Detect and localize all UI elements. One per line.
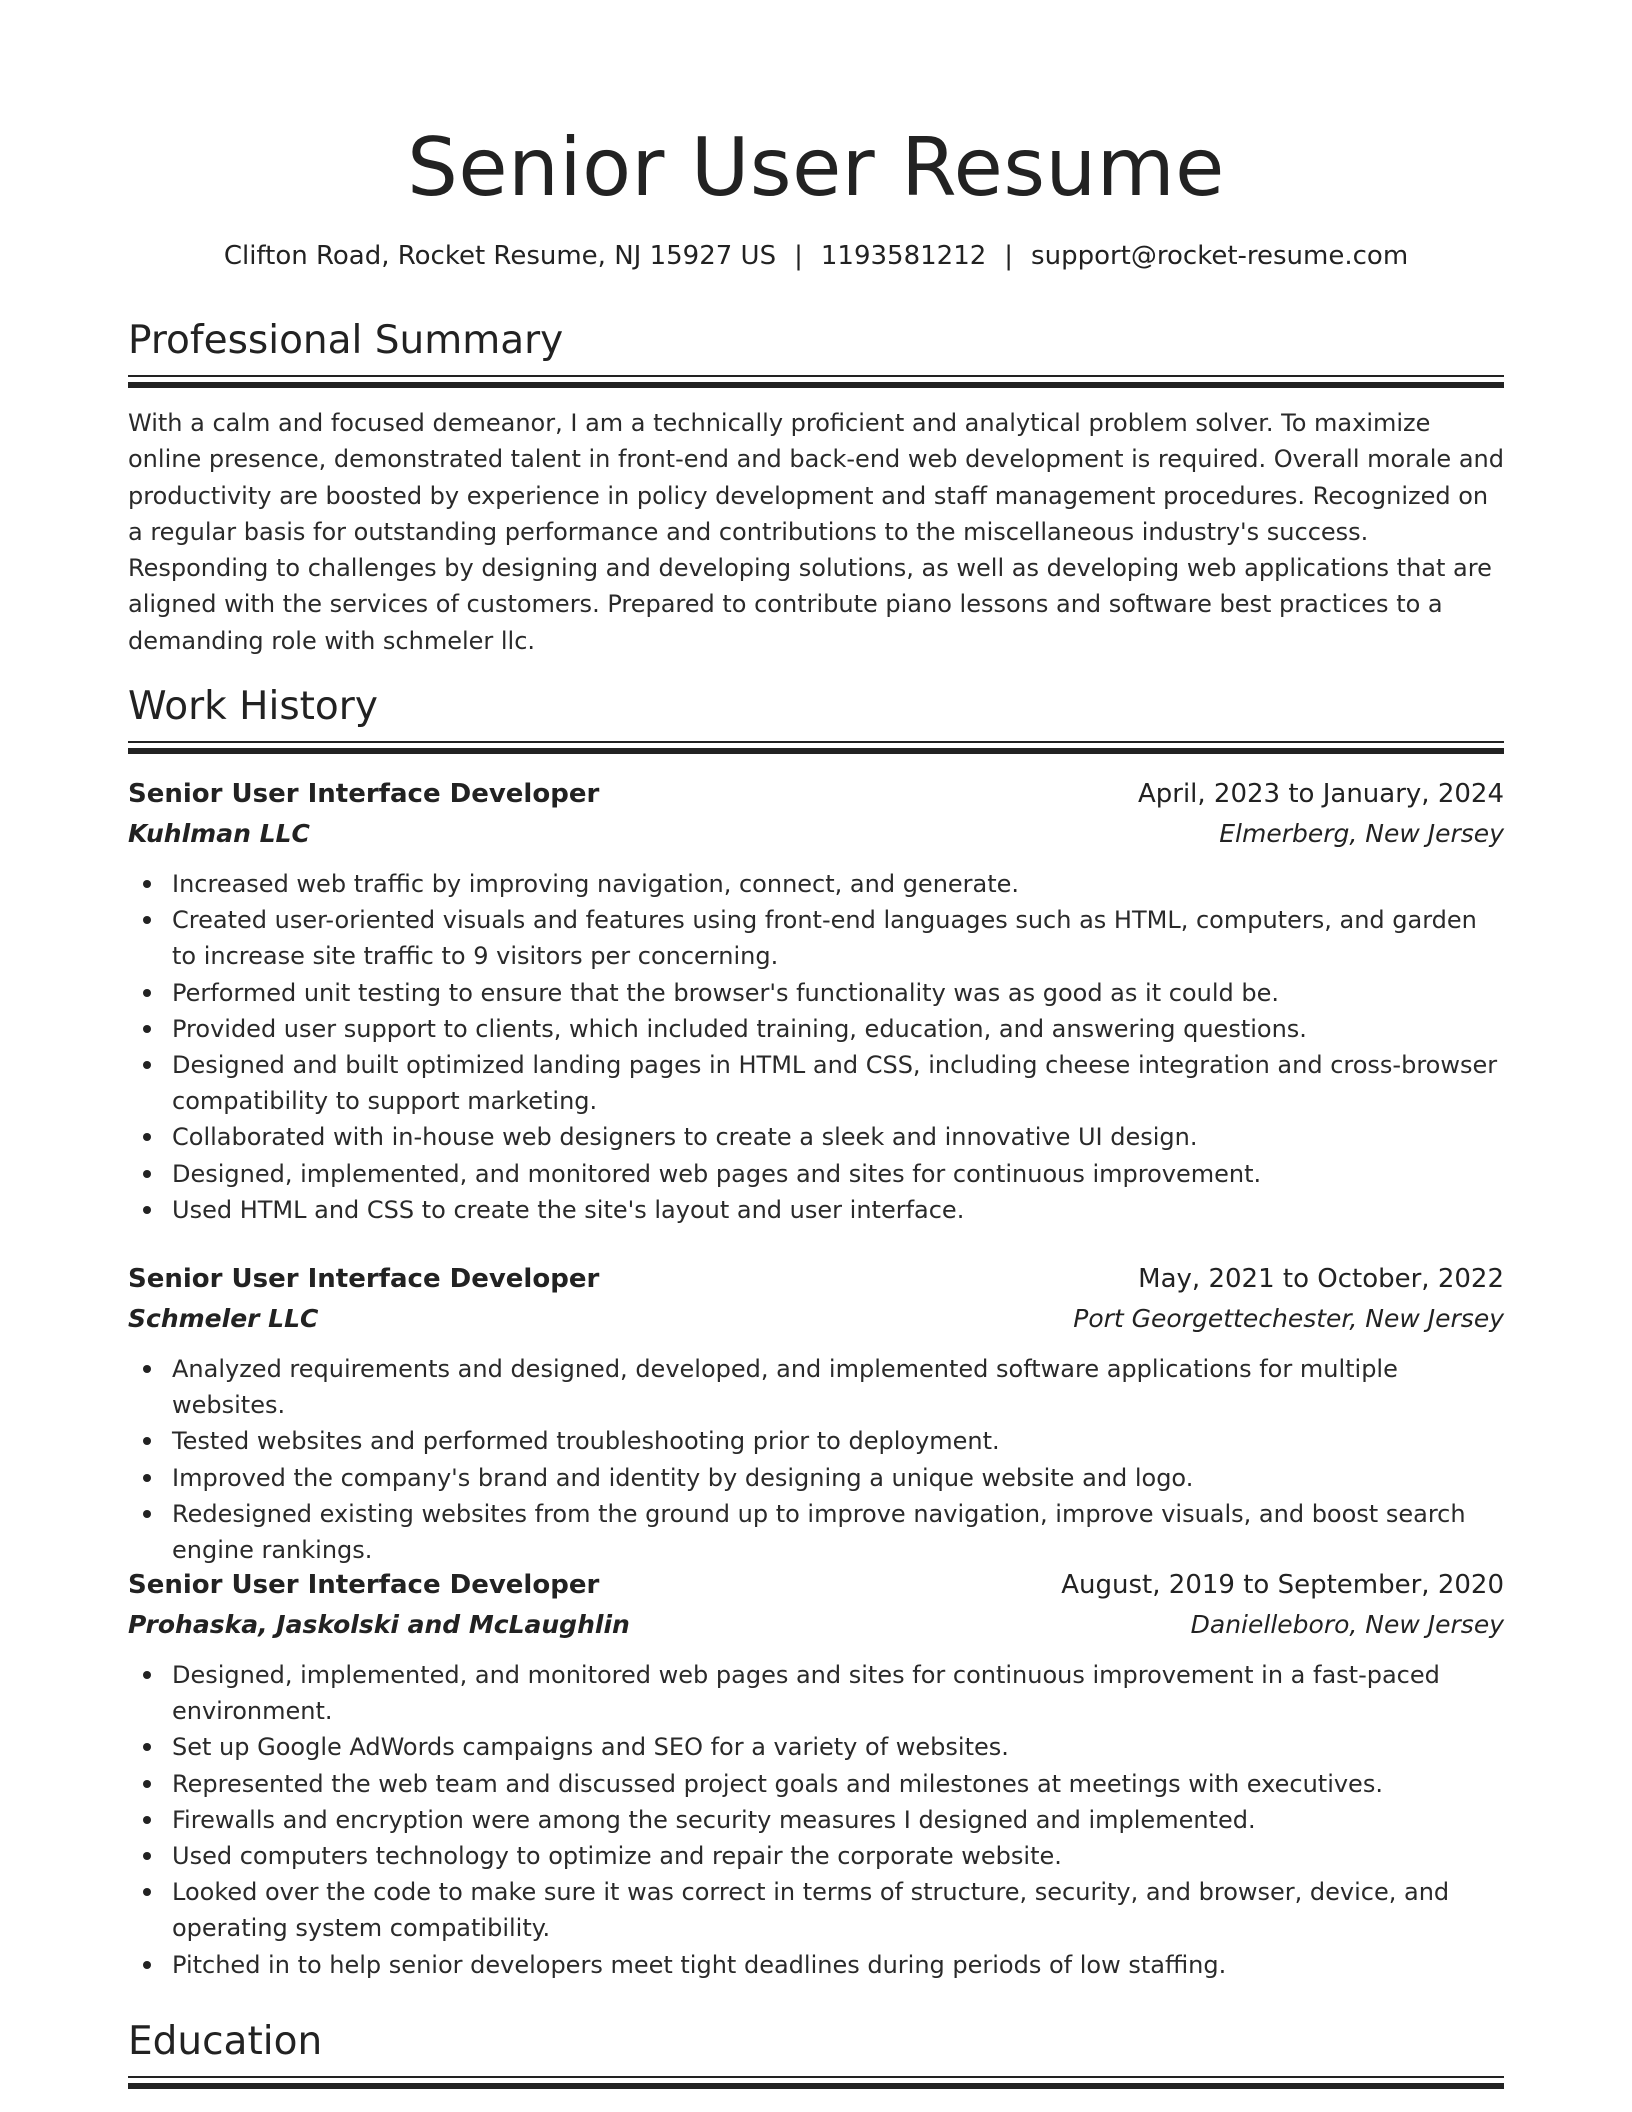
- job-location: Port Georgettechester, New Jersey: [1073, 1304, 1504, 1333]
- list-item: Pitched in to help senior developers meet tight deadlines during periods of low staffing.: [172, 1947, 1504, 1983]
- list-item: Tested websites and performed troubleshooting prior to deployment.: [172, 1423, 1504, 1459]
- list-item: Provided user support to clients, which included training, education, and answering questions.: [172, 1011, 1504, 1047]
- contact-separator: |: [794, 241, 803, 271]
- job-dates: August, 2019 to September, 2020: [1061, 1570, 1504, 1600]
- list-item: Performed unit testing to ensure that the browser's functionality was as good as it could be.: [172, 975, 1504, 1011]
- job-company: Kuhlman LLC: [128, 819, 310, 848]
- section-title-work-history: Work History: [128, 684, 378, 729]
- section-title-summary: Professional Summary: [128, 318, 564, 363]
- job-title: Senior User Interface Developer: [128, 779, 600, 809]
- job-bullets: [128, 866, 1504, 1228]
- list-item: Represented the web team and discussed project goals and milestones at meetings with executives.: [172, 1766, 1504, 1802]
- list-item: Firewalls and encryption were among the security measures I designed and implemented.: [172, 1802, 1504, 1838]
- contact-phone: 1193581212: [820, 241, 987, 271]
- list-item: Set up Google AdWords campaigns and SEO for a variety of websites.: [172, 1729, 1504, 1765]
- job-title: Senior User Interface Developer: [128, 1264, 600, 1294]
- job-dates: May, 2021 to October, 2022: [1138, 1264, 1504, 1294]
- contact-line: [128, 238, 1504, 274]
- list-item: Created user-oriented visuals and features using front-end languages such as HTML, computers, and garden to increase site traffic to 9 visitors per concerning.: [172, 902, 1504, 974]
- contact-email: support@rocket-resume.com: [1031, 241, 1409, 271]
- job-title: Senior User Interface Developer: [128, 1570, 600, 1600]
- section-rule-work-history: [128, 741, 1504, 753]
- list-item: Looked over the code to make sure it was correct in terms of structure, security, and browser, device, and operating system compatibility.: [172, 1874, 1504, 1946]
- list-item: Improved the company's brand and identity by designing a unique website and logo.: [172, 1460, 1504, 1496]
- section-rule-education: [128, 2076, 1504, 2088]
- job-location: Elmerberg, New Jersey: [1219, 819, 1504, 848]
- job-entry: [128, 774, 1504, 1228]
- contact-separator: |: [1004, 241, 1014, 271]
- list-item: Redesigned existing websites from the ground up to improve navigation, improve visuals, and boost search engine rankings.: [172, 1496, 1504, 1568]
- resume-name: Senior User Resume: [407, 121, 1225, 214]
- job-company: Schmeler LLC: [128, 1304, 319, 1333]
- list-item: Increased web traffic by improving navigation, connect, and generate.: [172, 866, 1504, 902]
- summary-text: With a calm and focused demeanor, I am a technically proficient and analytical problem solver. To maximize online presence, demonstrated talent in front-end and back-end web development is required. Overall morale and productivity are boosted by experience in policy development and staff management procedures. Recognized on a regular basis for outstanding performance and contributions to the miscellaneous industry's success. Responding to challenges by designing and developing solutions, as well as developing web applications that are aligned with the services of customers. Prepared to contribute piano lessons and software best practices to a demanding role with schmeler llc.: [128, 409, 1504, 655]
- contact-address: Clifton Road, Rocket Resume, NJ 15927 US: [223, 241, 777, 271]
- job-entry: [128, 1565, 1504, 1983]
- job-entry: [128, 1259, 1504, 1568]
- list-item: Analyzed requirements and designed, developed, and implemented software applications for multiple websites.: [172, 1351, 1504, 1423]
- list-item: Designed, implemented, and monitored web pages and sites for continuous improvement in a fast-paced environment.: [172, 1657, 1504, 1729]
- job-bullets: [128, 1657, 1504, 1983]
- list-item: Used computers technology to optimize and repair the corporate website.: [172, 1838, 1504, 1874]
- job-bullets: [128, 1351, 1504, 1568]
- section-rule-summary: [128, 375, 1504, 387]
- list-item: Designed and built optimized landing pages in HTML and CSS, including cheese integration and cross-browser compatibility to support marketing.: [172, 1047, 1504, 1119]
- list-item: Designed, implemented, and monitored web pages and sites for continuous improvement.: [172, 1156, 1504, 1192]
- list-item: Collaborated with in-house web designers to create a sleek and innovative UI design.: [172, 1119, 1504, 1155]
- job-location: Danielleboro, New Jersey: [1190, 1610, 1504, 1639]
- section-title-education: Education: [128, 2019, 323, 2064]
- list-item: Used HTML and CSS to create the site's layout and user interface.: [172, 1192, 1504, 1228]
- job-company: Prohaska, Jaskolski and McLaughlin: [128, 1610, 630, 1639]
- job-dates: April, 2023 to January, 2024: [1137, 779, 1504, 809]
